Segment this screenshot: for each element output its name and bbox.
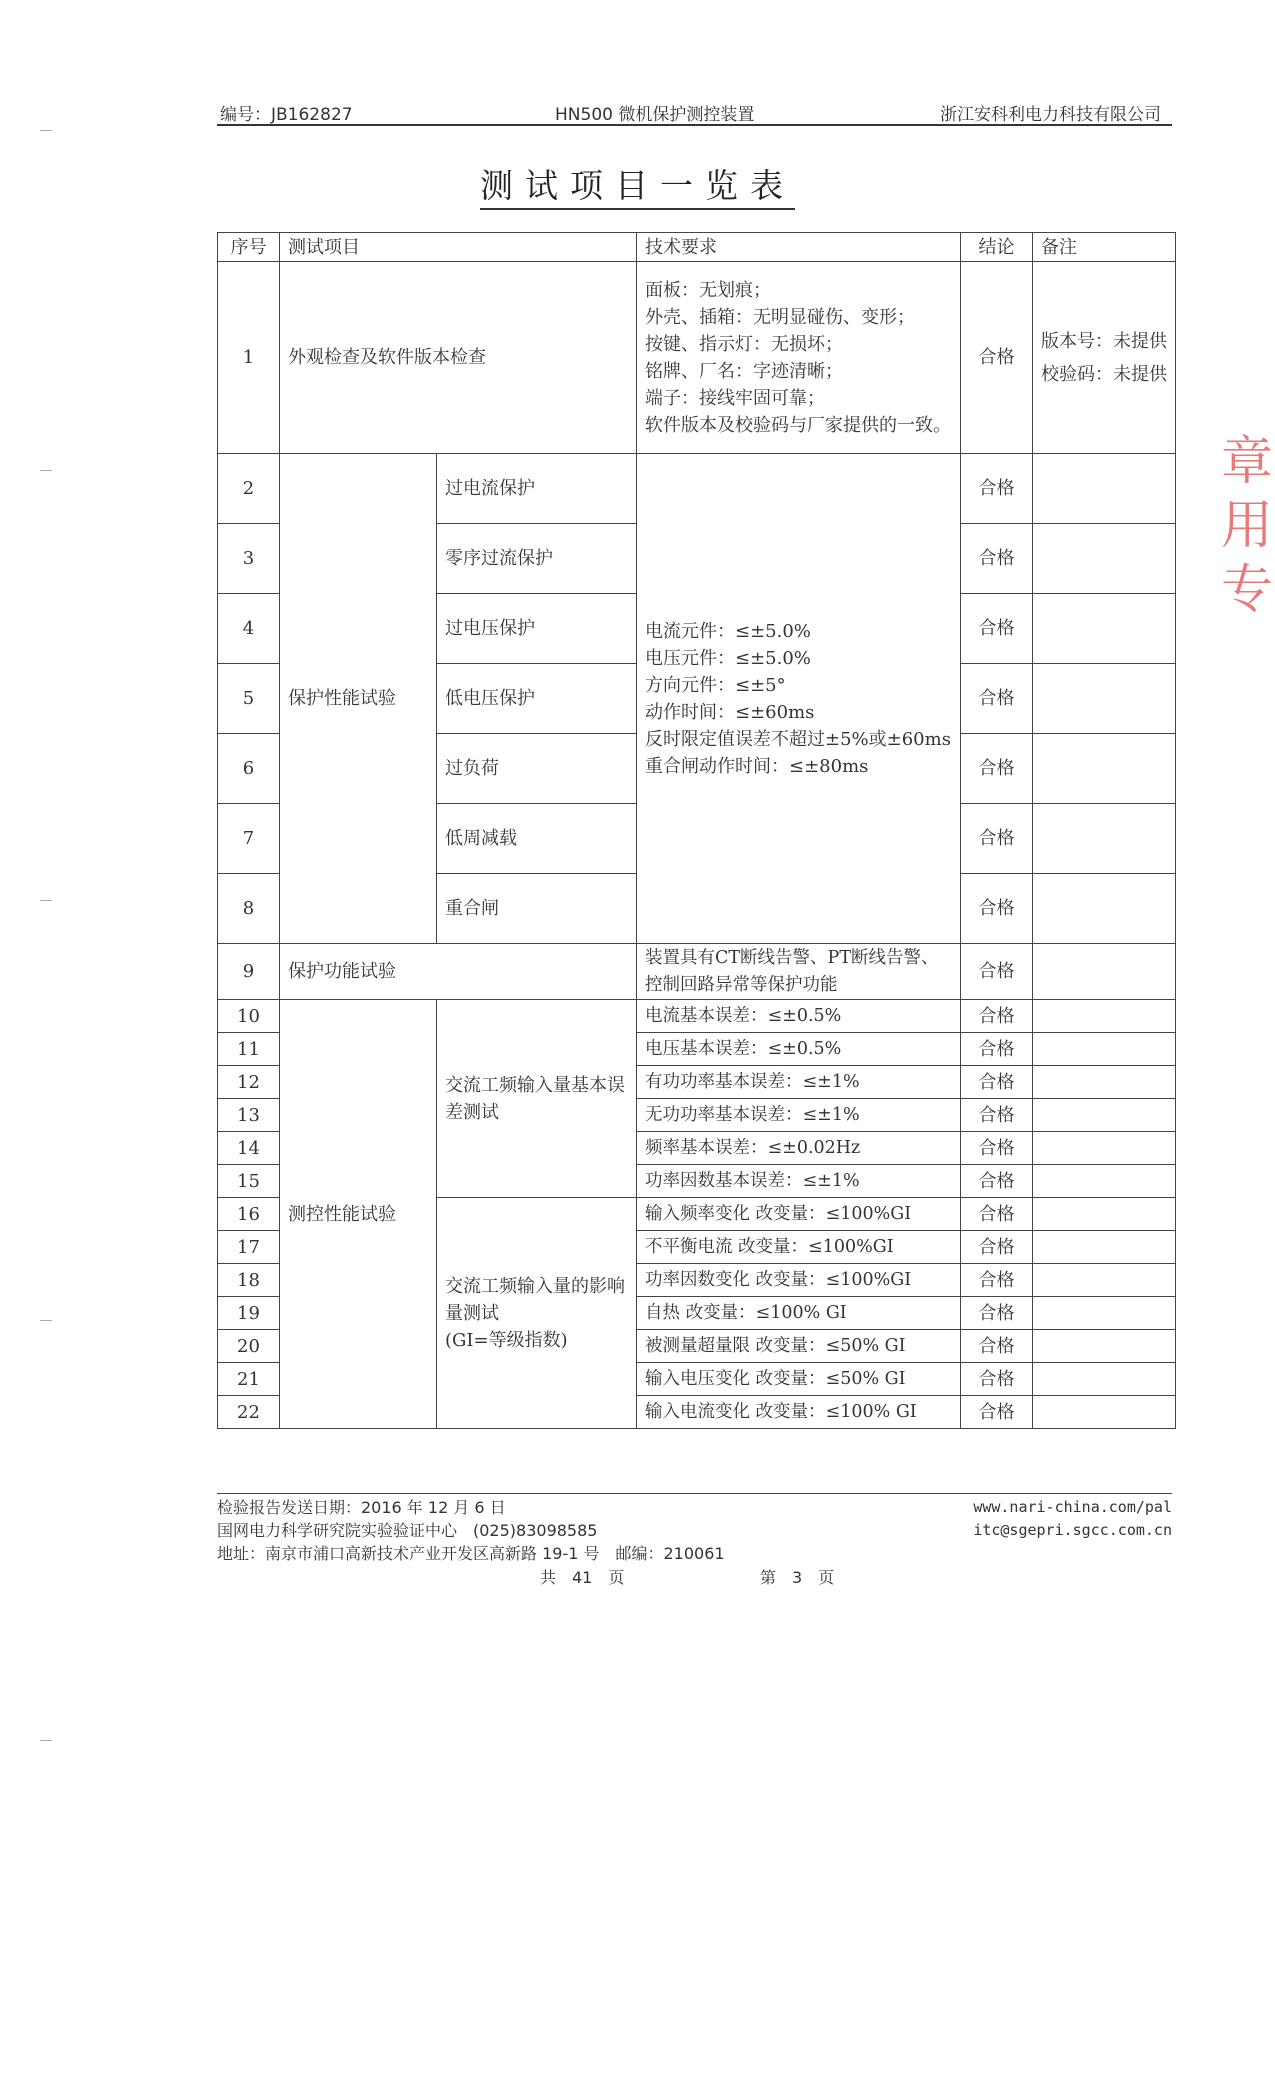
row-sub-item: 零序过流保护 (437, 524, 637, 594)
footer-left (217, 1496, 725, 1565)
row-requirement: 功率因数基本误差：≤±1% (637, 1165, 961, 1198)
row-note (1033, 1297, 1176, 1330)
address: 地址：南京市浦口高新技术产业开发区高新路 19-1 号 邮编：210061 (217, 1544, 725, 1563)
row-requirement: 输入频率变化 改变量：≤100%GI (637, 1198, 961, 1231)
row-no: 2 (218, 454, 280, 524)
header-item: 测试项目 (280, 233, 637, 262)
row-requirement: 不平衡电流 改变量：≤100%GI (637, 1231, 961, 1264)
footer-right (973, 1496, 1172, 1542)
row-result: 合格 (961, 1198, 1033, 1231)
test-items-table (217, 232, 1176, 1429)
row-requirement: 电流基本误差：≤±0.5% (637, 1000, 961, 1033)
row-note (1033, 594, 1176, 664)
measure-sub-influence: 交流工频输入量的影响量测试 (GI=等级指数) (437, 1198, 637, 1429)
row-no: 8 (218, 874, 280, 944)
scan-mark (40, 1740, 52, 1741)
row-no: 15 (218, 1165, 280, 1198)
row-result: 合格 (961, 1297, 1033, 1330)
row-note (1033, 1264, 1176, 1297)
row-no: 18 (218, 1264, 280, 1297)
website-link[interactable]: www.nari-china.com/pal (973, 1498, 1172, 1516)
row-result: 合格 (961, 1231, 1033, 1264)
row-requirement: 被测量超量限 改变量：≤50% GI (637, 1330, 961, 1363)
row-requirement: 无功功率基本误差：≤±1% (637, 1099, 961, 1132)
row-note (1033, 944, 1176, 1000)
device-name: HN500 微机保护测控装置 (555, 105, 755, 125)
row-no: 12 (218, 1066, 280, 1099)
row-note (1033, 804, 1176, 874)
row-no: 21 (218, 1363, 280, 1396)
row-item: 保护功能试验 (280, 944, 637, 1000)
row-result: 合格 (961, 1066, 1033, 1099)
row-requirement: 频率基本误差：≤±0.02Hz (637, 1132, 961, 1165)
row-note (1033, 1396, 1176, 1429)
row-note (1033, 1363, 1176, 1396)
row-result: 合格 (961, 1396, 1033, 1429)
document-number: 编号：JB162827 (220, 105, 353, 125)
row-note (1033, 1033, 1176, 1066)
row-result: 合格 (961, 1132, 1033, 1165)
row-result: 合格 (961, 804, 1033, 874)
measure-group-label: 测控性能试验 (280, 1000, 437, 1429)
row-note (1033, 1165, 1176, 1198)
row-no: 11 (218, 1033, 280, 1066)
table-row (218, 1000, 1176, 1033)
row-requirement: 自热 改变量：≤100% GI (637, 1297, 961, 1330)
row-note (1033, 1099, 1176, 1132)
protection-requirement: 电流元件：≤±5.0% 电压元件：≤±5.0% 方向元件：≤±5° 动作时间：≤±60ms 反时限定值误差不超过±5%或±60ms 重合闸动作时间：≤±80ms (637, 454, 961, 944)
row-note (1033, 524, 1176, 594)
row-sub-item: 过负荷 (437, 734, 637, 804)
header-result: 结论 (961, 233, 1033, 262)
row-requirement: 功率因数变化 改变量：≤100%GI (637, 1264, 961, 1297)
row-item: 外观检查及软件版本检查 (280, 262, 637, 454)
row-no: 1 (218, 262, 280, 454)
row-no: 16 (218, 1198, 280, 1231)
row-no: 9 (218, 944, 280, 1000)
row-requirement: 输入电压变化 改变量：≤50% GI (637, 1363, 961, 1396)
row-note (1033, 454, 1176, 524)
footer-rule (217, 1493, 1172, 1494)
page-title: 测试项目一览表 (0, 160, 1275, 207)
row-result: 合格 (961, 594, 1033, 664)
center-contact: 国网电力科学研究院实验验证中心 (025)83098585 (217, 1521, 598, 1540)
row-requirement: 电压基本误差：≤±0.5% (637, 1033, 961, 1066)
row-sub-item: 过电压保护 (437, 594, 637, 664)
row-note (1033, 1231, 1176, 1264)
header-requirement: 技术要求 (637, 233, 961, 262)
row-sub-item: 低周减载 (437, 804, 637, 874)
row-result: 合格 (961, 874, 1033, 944)
send-date: 检验报告发送日期：2016 年 12 月 6 日 (217, 1498, 506, 1517)
row-sub-item: 低电压保护 (437, 664, 637, 734)
protection-group-label: 保护性能试验 (280, 454, 437, 944)
row-result: 合格 (961, 454, 1033, 524)
row-no: 6 (218, 734, 280, 804)
row-no: 13 (218, 1099, 280, 1132)
header-note: 备注 (1033, 233, 1176, 262)
row-result: 合格 (961, 944, 1033, 1000)
header-rule (217, 124, 1172, 126)
row-note (1033, 1066, 1176, 1099)
row-requirement: 面板：无划痕； 外壳、插箱：无明显碰伤、变形； 按键、指示灯：无损坏； 铭牌、厂名：字迹清晰； 端子：接线牢固可靠； 软件版本及校验码与厂家提供的一致。 (637, 262, 961, 454)
scan-mark (40, 900, 52, 901)
table-row (218, 944, 1176, 1000)
row-result: 合格 (961, 1330, 1033, 1363)
row-no: 10 (218, 1000, 280, 1033)
row-sub-item: 过电流保护 (437, 454, 637, 524)
table-row (218, 262, 1176, 454)
email-link[interactable]: itc@sgepri.sgcc.com.cn (973, 1521, 1172, 1539)
stamp-fragment: 章 用 专 (1220, 432, 1273, 620)
table-header-row (218, 233, 1176, 262)
company-name: 浙江安科利电力科技有限公司 (940, 105, 1161, 125)
row-note (1033, 874, 1176, 944)
row-requirement: 输入电流变化 改变量：≤100% GI (637, 1396, 961, 1429)
row-sub-item: 重合闸 (437, 874, 637, 944)
row-note (1033, 734, 1176, 804)
table-row (218, 454, 1176, 524)
row-no: 3 (218, 524, 280, 594)
row-result: 合格 (961, 1264, 1033, 1297)
row-no: 19 (218, 1297, 280, 1330)
row-no: 7 (218, 804, 280, 874)
row-result: 合格 (961, 262, 1033, 454)
measure-sub-basic: 交流工频输入量基本误差测试 (437, 1000, 637, 1198)
row-no: 17 (218, 1231, 280, 1264)
row-requirement: 装置具有CT断线告警、PT断线告警、控制回路异常等保护功能 (637, 944, 961, 1000)
row-note (1033, 664, 1176, 734)
scan-mark (40, 470, 52, 471)
row-result: 合格 (961, 524, 1033, 594)
scan-mark (40, 1320, 52, 1321)
row-result: 合格 (961, 1000, 1033, 1033)
row-result: 合格 (961, 734, 1033, 804)
header-no: 序号 (218, 233, 280, 262)
row-no: 20 (218, 1330, 280, 1363)
row-no: 14 (218, 1132, 280, 1165)
row-note (1033, 1330, 1176, 1363)
page-number: 第 3 页 (760, 1568, 835, 1587)
row-result: 合格 (961, 1033, 1033, 1066)
row-requirement: 有功功率基本误差：≤±1% (637, 1066, 961, 1099)
row-no: 4 (218, 594, 280, 664)
row-result: 合格 (961, 1099, 1033, 1132)
row-result: 合格 (961, 664, 1033, 734)
row-no: 5 (218, 664, 280, 734)
total-pages: 共 41 页 (540, 1568, 625, 1587)
row-note (1033, 1000, 1176, 1033)
row-note: 版本号：未提供 校验码：未提供 (1033, 262, 1176, 454)
row-result: 合格 (961, 1363, 1033, 1396)
row-result: 合格 (961, 1165, 1033, 1198)
row-note (1033, 1198, 1176, 1231)
row-note (1033, 1132, 1176, 1165)
scan-mark (40, 130, 52, 131)
row-no: 22 (218, 1396, 280, 1429)
